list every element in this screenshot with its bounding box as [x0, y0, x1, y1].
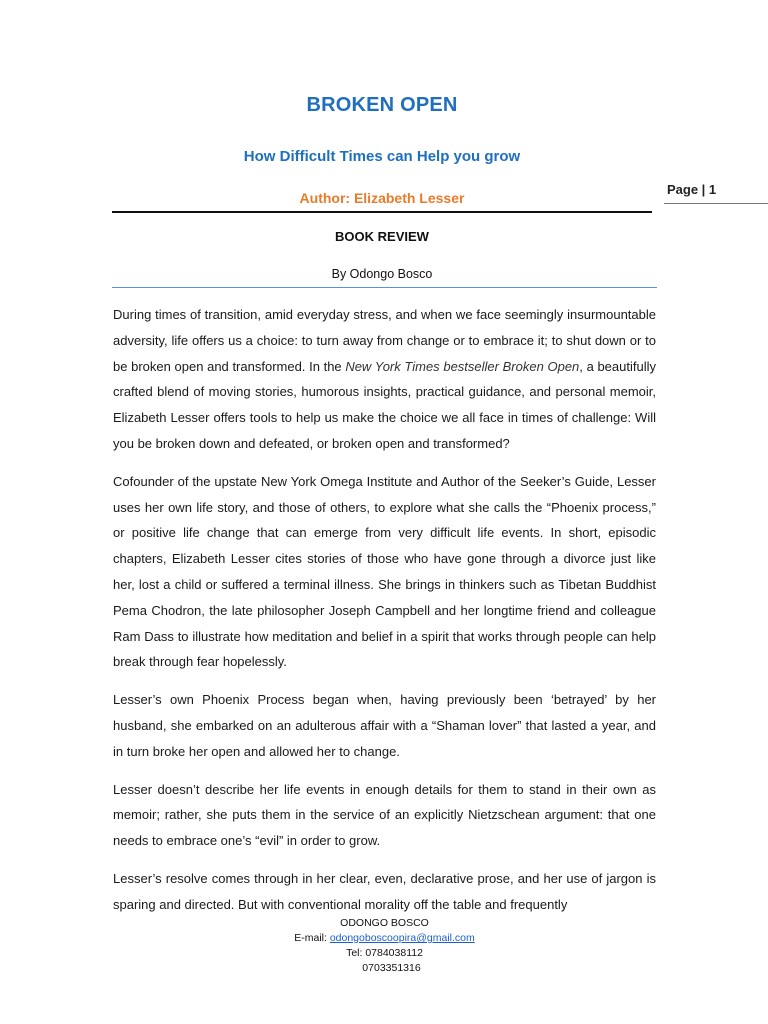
book-subtitle: How Difficult Times can Help you grow [243, 148, 521, 165]
paragraph: Lesser doesn’t describe her life events in enough details for them to stand in their own as memoir; rather, she puts them in the service of an explicitly Nietzschean argument: that one needs to embrace one’s “evil” in order to grow. [113, 781, 656, 849]
paragraph: Lesser’s resolve comes through in her clear, even, declarative prose, and her use of jargon is sparing and directed. But with conventional morality off the table and frequently [113, 870, 656, 912]
section-heading: BOOK REVIEW [335, 229, 429, 244]
header-divider [112, 211, 652, 213]
paragraph-text: , a beautifully crafted blend of moving stories, humorous insights, practical guidance, and personal memoir, Elizabeth Lesser offers tools to help us make the choice we all face in times of challenge: Will you be broken down and defeated, or broken open and transformed? [113, 358, 656, 451]
paragraph-text: During times of transition, amid everyday stress, and when we face seemingly insurmountable adversity, life offers us a choice: to turn away from change or to embrace it; to shut down or to be broken open and transformed. In the [113, 307, 656, 374]
book-author: Author: Elizabeth Lesser [299, 190, 465, 206]
paragraph: Lesser’s own Phoenix Process began when, having previously been ‘betrayed’ by her husband, she embarked on an adulterous affair with a “Shaman lover” that lasted a year, and in turn broke her open and allowed her to change. [113, 692, 656, 759]
page-number: Page | 1 [667, 182, 717, 197]
page-footer [112, 916, 657, 976]
review-byline: By Odongo Bosco [331, 267, 433, 281]
footer-name: ODONGO BOSCO [340, 917, 429, 929]
email-link[interactable]: odongoboscoopira@gmail.com [329, 932, 475, 944]
footer-email-label: E-mail: [294, 932, 330, 944]
byline-divider [112, 287, 657, 288]
footer-phone: Tel: 0784038112 [346, 947, 423, 959]
footer-phone-secondary: 0703351316 [362, 962, 421, 974]
paragraph [113, 302, 656, 457]
review-body [113, 302, 656, 930]
book-title: BROKEN OPEN [306, 94, 458, 116]
page-number-divider [664, 203, 768, 204]
footer-email-line [112, 931, 657, 946]
paragraph: Cofounder of the upstate New York Omega Institute and Author of the Seeker’s Guide, Lesser uses her own life story, and those of others, to explore what she calls the “Phoenix process,” or positive life change that can emerge from very difficult life events. In short, episodic chapters, Elizabeth Lesser cites stories of those who have gone through a divorce just like her, lost a child or suffered a terminal illness. She brings in thinkers such as Tibetan Buddhist Pema Chodron, the late philosopher Joseph Campbell and her longtime friend and colleague Ram Dass to illustrate how meditation and belief in a spirit that works through people can help break through fear hopelessly. [113, 473, 656, 670]
book-reference: New York Times bestseller Broken Open [345, 358, 580, 374]
